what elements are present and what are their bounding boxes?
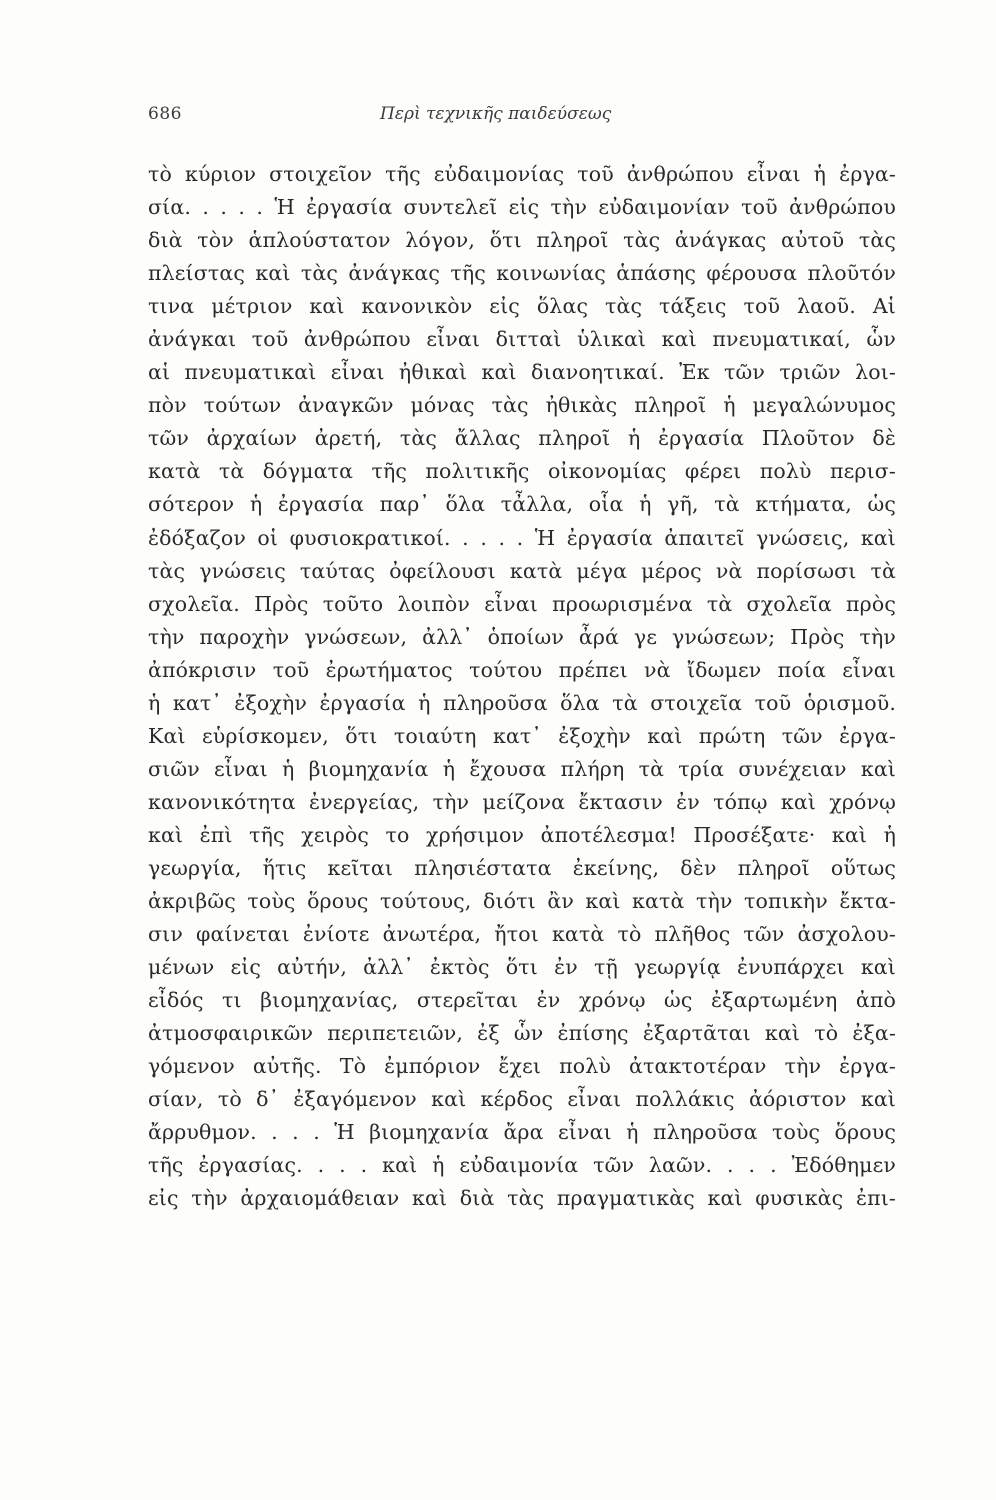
text-line: σιῶν εἶναι ἡ βιομηχανία ἡ ἔχουσα πλήρη τὰ τρία συνέχειαν καὶ [148, 756, 896, 781]
text-line: Καὶ εὑρίσκομεν, ὅτι τοιαύτη κατ᾽ ἐξοχὴν καὶ πρώτη τῶν ἐργα- [148, 723, 896, 748]
text-line: ἐδόξαζον οἱ φυσιοκρατικοί. . . . . Ἡ ἐργασία ἀπαιτεῖ γνώσεις, καὶ [148, 525, 896, 550]
text-line: ἄρρυθμον. . . . Ἡ βιομηχανία ἄρα εἶναι ἡ πληροῦσα τοὺς ὅρους [148, 1120, 896, 1145]
text-line: μένων εἰς αὐτήν, ἀλλ᾽ ἐκτὸς ὅτι ἐν τῇ γεωργίᾳ ἐνυπάρχει καὶ [148, 955, 896, 980]
text-line: σία. . . . . Ἡ ἐργασία συντελεῖ εἰς τὴν εὐδαιμονίαν τοῦ ἀνθρώπου [148, 195, 896, 220]
running-title: Περὶ τεχνικῆς παιδεύσεως [380, 104, 612, 124]
text-line: γόμενον αὐτῆς. Τὸ ἐμπόριον ἔχει πολὺ ἀτακτοτέραν τὴν ἐργα- [148, 1054, 896, 1079]
text-line: τῶν ἀρχαίων ἀρετή, τὰς ἄλλας πληροῖ ἡ ἐργασία Πλοῦτον δὲ [148, 426, 896, 451]
text-line: γεωργία, ἥτις κεῖται πλησιέστατα ἐκείνης, δὲν πληροῖ οὕτως [148, 855, 896, 880]
text-line: κανονικότητα ἐνεργείας, τὴν μείζονα ἔκτασιν ἐν τόπῳ καὶ χρόνῳ [148, 789, 896, 814]
text-line: σίαν, τὸ δ᾽ ἐξαγόμενον καὶ κέρδος εἶναι πολλάκις ἀόριστον καὶ [148, 1087, 896, 1112]
text-line: τινα μέτριον καὶ κανονικὸν εἰς ὅλας τὰς τάξεις τοῦ λαοῦ. Αἱ [148, 294, 896, 319]
text-line: ἡ κατ᾽ ἐξοχὴν ἐργασία ἡ πληροῦσα ὅλα τὰ στοιχεῖα τοῦ ὁρισμοῦ. [148, 690, 896, 715]
text-line: εἰς τὴν ἀρχαιομάθειαν καὶ διὰ τὰς πραγματικὰς καὶ φυσικὰς ἐπι- [148, 1186, 896, 1211]
text-line: ἀτμοσφαιρικῶν περιπετειῶν, ἐξ ὧν ἐπίσης ἐξαρτᾶται καὶ τὸ ἐξα- [148, 1021, 896, 1046]
text-line: ἀκριβῶς τοὺς ὅρους τούτους, διότι ἂν καὶ κατὰ τὴν τοπικὴν ἔκτα- [148, 889, 896, 914]
text-line: αἱ πνευματικαὶ εἶναι ἠθικαὶ καὶ διανοητικαί. Ἐκ τῶν τριῶν λοι- [148, 360, 896, 385]
page-header [148, 104, 896, 134]
page-number: 686 [148, 104, 182, 124]
text-line: τὸ κύριον στοιχεῖον τῆς εὐδαιμονίας τοῦ ἀνθρώπου εἶναι ἡ ἐργα- [148, 162, 896, 186]
text-line: σιν φαίνεται ἐνίοτε ἀνωτέρα, ἤτοι κατὰ τὸ πλῆθος τῶν ἀσχολου- [148, 922, 896, 947]
text-line: τὴν παροχὴν γνώσεων, ἀλλ᾽ ὁποίων ἆρά γε γνώσεων; Πρὸς τὴν [148, 624, 896, 649]
text-line: σχολεῖα. Πρὸς τοῦτο λοιπὸν εἶναι προωρισμένα τὰ σχολεῖα πρὸς [148, 591, 896, 616]
text-line: κατὰ τὰ δόγματα τῆς πολιτικῆς οἰκονομίας φέρει πολὺ περισ- [148, 459, 896, 484]
text-line: ἀπόκρισιν τοῦ ἐρωτήματος τούτου πρέπει νὰ ἴδωμεν ποία εἶναι [148, 657, 896, 682]
text-line: καὶ ἐπὶ τῆς χειρὸς το χρήσιμον ἀποτέλεσμα! Προσέξατε· καὶ ἡ [148, 822, 896, 847]
text-line: πλείστας καὶ τὰς ἀνάγκας τῆς κοινωνίας ἁπάσης φέρουσα πλοῦτόν [148, 261, 896, 286]
body-text [148, 158, 896, 1249]
text-line: ἀνάγκαι τοῦ ἀνθρώπου εἶναι διτταὶ ὑλικαὶ καὶ πνευματικαί, ὧν [148, 327, 896, 352]
text-line: πὸν τούτων ἀναγκῶν μόνας τὰς ἠθικὰς πληροῖ ἡ μεγαλώνυμος [148, 393, 896, 418]
text-line: σότερον ἡ ἐργασία παρ᾽ ὅλα τἆλλα, οἷα ἡ γῆ, τὰ κτήματα, ὡς [148, 492, 896, 517]
text-line: τὰς γνώσεις ταύτας ὀφείλουσι κατὰ μέγα μέρος νὰ πορίσωσι τὰ [148, 558, 896, 583]
text-line [148, 1216, 896, 1249]
text-line: τῆς ἐργασίας. . . . καὶ ἡ εὐδαιμονία τῶν λαῶν. . . . Ἐδόθημεν [148, 1153, 896, 1178]
text-line: εἶδός τι βιομηχανίας, στερεῖται ἐν χρόνῳ ὡς ἐξαρτωμένη ἀπὸ [148, 988, 896, 1013]
text-line: διὰ τὸν ἁπλούστατον λόγον, ὅτι πληροῖ τὰς ἀνάγκας αὐτοῦ τὰς [148, 228, 896, 253]
